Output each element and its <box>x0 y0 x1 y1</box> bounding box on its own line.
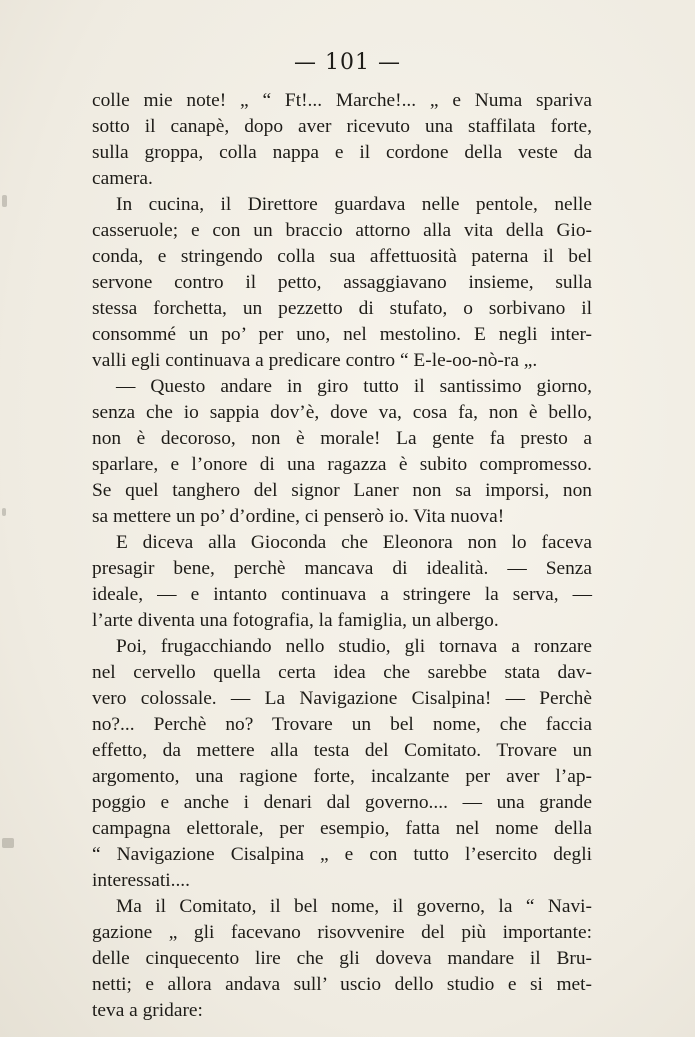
text-line-content: senza che io sappia dov’è, dove va, cosa fa, non è bello, <box>92 402 592 423</box>
text-line <box>92 582 592 608</box>
text-line-content: l’arte diventa una fotografia, la famiglia, un albergo. <box>92 610 499 631</box>
text-line <box>92 660 592 686</box>
text-line-content: — Questo andare in giro tutto il santissimo giorno, <box>116 376 592 397</box>
text-line <box>92 88 592 114</box>
text-line <box>92 920 592 946</box>
text-line <box>92 556 592 582</box>
text-line <box>92 374 592 400</box>
text-line-content: sulla groppa, colla nappa e il cordone della veste da <box>92 142 592 163</box>
text-line-content: no?... Perchè no? Trovare un bel nome, che faccia <box>92 714 592 735</box>
text-line <box>92 764 592 790</box>
text-line <box>92 296 592 322</box>
text-line-content: interessati.... <box>92 870 191 891</box>
text-line-content: Ma il Comitato, il bel nome, il governo, la “ Navi- <box>116 896 592 917</box>
text-line-content: netti; e allora andava sull’ uscio dello studio e si met- <box>92 974 592 995</box>
text-line <box>92 738 592 764</box>
text-line <box>92 348 592 374</box>
text-line-content: camera. <box>92 168 153 189</box>
text-line <box>92 140 592 166</box>
text-line-content: Poi, frugacchiando nello studio, gli tornava a ronzare <box>116 636 592 657</box>
text-line-content: campagna elettorale, per esempio, fatta nel nome della <box>92 818 592 839</box>
text-line-content: non è decoroso, non è morale! La gente fa presto a <box>92 428 592 449</box>
text-line <box>92 972 592 998</box>
text-line <box>92 270 592 296</box>
margin-smudge <box>2 508 6 516</box>
text-line-content: E diceva alla Gioconda che Eleonora non lo faceva <box>116 532 592 553</box>
text-line-content: colle mie note! „ “ Ft!... Marche!... „ e Numa spariva <box>92 90 592 111</box>
text-line-content: sparlare, e l’onore di una ragazza è subito compromesso. <box>92 454 592 475</box>
text-line-content: consommé un po’ per uno, nel mestolino. E negli inter- <box>92 324 592 345</box>
text-line <box>92 426 592 452</box>
text-line-content: vero colossale. — La Navigazione Cisalpina! — Perchè <box>92 688 592 709</box>
text-line <box>92 530 592 556</box>
text-line <box>92 790 592 816</box>
margin-smudge <box>2 838 14 848</box>
text-line <box>92 400 592 426</box>
text-line-content: sotto il canapè, dopo aver ricevuto una staffilata forte, <box>92 116 592 137</box>
text-line-content: In cucina, il Direttore guardava nelle pentole, nelle <box>116 194 592 215</box>
margin-smudge <box>2 195 7 207</box>
page-number: — 101 — <box>294 50 401 75</box>
text-line <box>92 114 592 140</box>
text-line-content: ideale, — e intanto continuava a stringere la serva, — <box>92 584 592 605</box>
text-line-content: effetto, da mettere alla testa del Comitato. Trovare un <box>92 740 592 761</box>
text-line-content: casseruole; e con un braccio attorno alla vita della Gio- <box>92 220 592 241</box>
text-line <box>92 244 592 270</box>
text-line-content: Se quel tanghero del signor Laner non sa imporsi, non <box>92 480 592 501</box>
text-line <box>92 712 592 738</box>
text-line-content: teva a gridare: <box>92 1000 203 1021</box>
text-line-content: sa mettere un po’ d’ordine, ci penserò io. Vita nuova! <box>92 506 505 527</box>
text-line-content: valli egli continuava a predicare contro “ E-le-oo-nò-ra „. <box>92 350 538 371</box>
text-line <box>92 478 592 504</box>
text-line <box>92 322 592 348</box>
text-line <box>92 218 592 244</box>
text-line-content: poggio e anche i denari dal governo.... — una grande <box>92 792 592 813</box>
text-line <box>92 686 592 712</box>
text-line <box>92 998 592 1024</box>
text-line <box>92 842 592 868</box>
text-line <box>92 816 592 842</box>
text-line <box>92 868 592 894</box>
text-line <box>92 634 592 660</box>
text-line-content: gazione „ gli facevano risovvenire del più importante: <box>92 922 592 943</box>
text-line <box>92 166 592 192</box>
text-line-content: servone contro il petto, assaggiavano insieme, sulla <box>92 272 592 293</box>
text-line-content: conda, e stringendo colla sua affettuosità paterna il bel <box>92 246 592 267</box>
text-line <box>92 608 592 634</box>
text-line-content: presagir bene, perchè mancava di idealità. — Senza <box>92 558 592 579</box>
text-line <box>92 452 592 478</box>
text-line-content: stessa forchetta, un pezzetto di stufato, o sorbivano il <box>92 298 592 319</box>
text-line-content: delle cinquecento lire che gli doveva mandare il Bru- <box>92 948 592 969</box>
text-line <box>92 192 592 218</box>
text-line-content: “ Navigazione Cisalpina „ e con tutto l’esercito degli <box>92 844 592 865</box>
text-line-content: argomento, una ragione forte, incalzante per aver l’ap- <box>92 766 592 787</box>
text-line <box>92 504 592 530</box>
body-text <box>92 88 592 1024</box>
text-line <box>92 946 592 972</box>
text-line-content: nel cervello quella certa idea che sarebbe stata dav- <box>92 662 592 683</box>
text-line <box>92 894 592 920</box>
